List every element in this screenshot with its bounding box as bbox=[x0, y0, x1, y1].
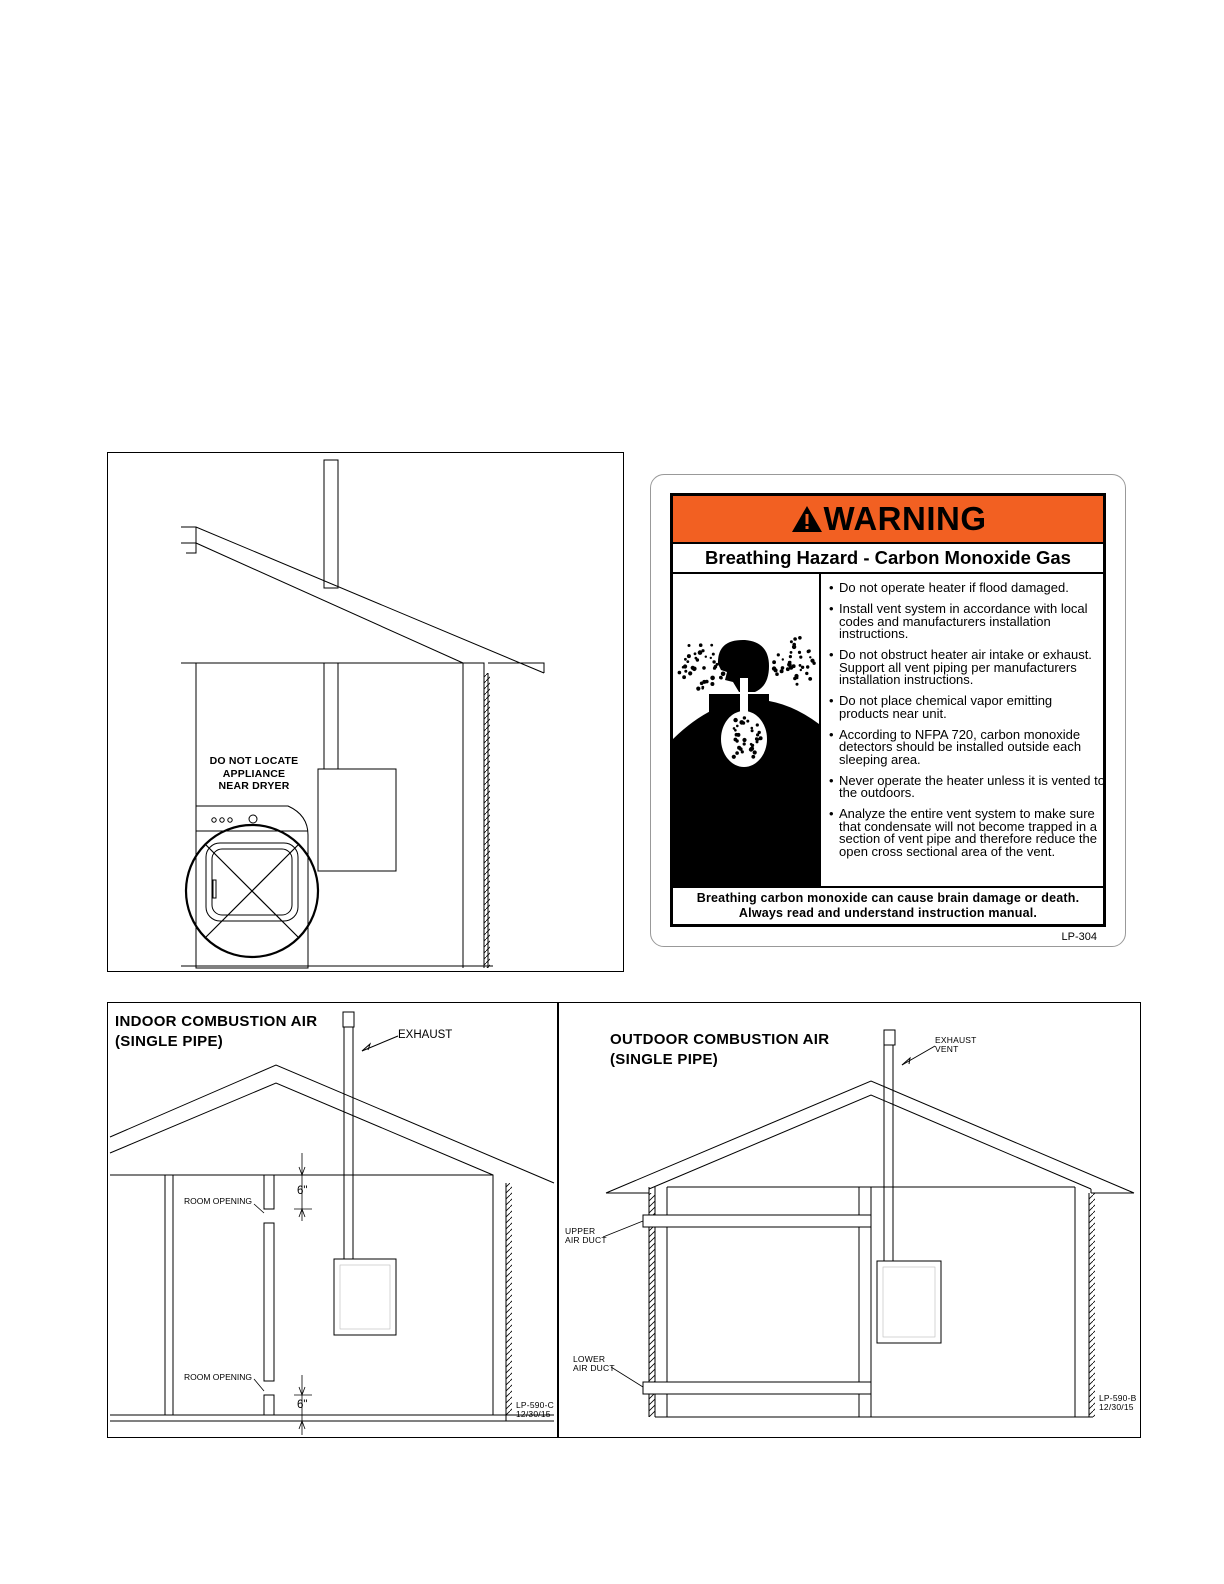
indoor-title-line1: INDOOR COMBUSTION AIR bbox=[115, 1013, 318, 1030]
co-particle bbox=[777, 653, 780, 656]
drawing-code-line2: 12/30/15 bbox=[1099, 1402, 1134, 1412]
co-particle bbox=[721, 672, 726, 677]
warning-bullet-list bbox=[829, 582, 1105, 867]
co-particle bbox=[733, 718, 737, 722]
co-particle bbox=[696, 687, 700, 691]
exterior-wall-hatch bbox=[484, 673, 490, 968]
co-particle bbox=[688, 671, 692, 675]
warning-line-2: APPLIANCE bbox=[222, 767, 286, 780]
hazard-title: Breathing Hazard - Carbon Monoxide Gas bbox=[673, 544, 1103, 574]
outdoor-combustion-air-diagram bbox=[558, 1002, 1141, 1438]
co-particle bbox=[733, 727, 736, 730]
lower-duct-line1: LOWER bbox=[573, 1354, 606, 1364]
warning-header bbox=[673, 496, 1103, 544]
co-particle bbox=[782, 658, 784, 660]
co-particle bbox=[688, 644, 691, 647]
co-particle bbox=[789, 655, 792, 658]
dryer-diagram-drawing bbox=[108, 453, 625, 973]
room-opening-upper-label: ROOM OPENING bbox=[184, 1196, 253, 1206]
co-particle bbox=[694, 652, 697, 655]
co-particle bbox=[722, 659, 726, 663]
co-particle bbox=[746, 720, 749, 723]
warning-bullet: • Do not obstruct heater air intake or exhaust. Support all vent piping per manufacturers installation instructions. bbox=[829, 649, 1105, 687]
co-particle bbox=[799, 664, 802, 667]
co-particle bbox=[684, 670, 687, 673]
co-particle bbox=[751, 729, 754, 732]
warning-label-frame bbox=[670, 493, 1106, 927]
warning-bullet: • Install vent system in accordance with local codes and manufacturers installation instructions. bbox=[829, 603, 1105, 641]
warning-line-1: DO NOT LOCATE bbox=[209, 755, 299, 767]
co-particle bbox=[786, 667, 790, 671]
co-particle bbox=[678, 671, 682, 675]
co-particle bbox=[808, 677, 812, 681]
dimension-upper: 6" bbox=[297, 1185, 308, 1197]
co-particle bbox=[695, 657, 698, 660]
warning-footer-line2: Always read and understand instruction manual. bbox=[738, 906, 1038, 920]
co-particle bbox=[749, 747, 753, 751]
co-particle bbox=[683, 664, 687, 668]
co-particle bbox=[691, 666, 695, 670]
co-particle bbox=[759, 736, 763, 740]
co-particle bbox=[801, 666, 804, 669]
roof-line bbox=[181, 527, 544, 673]
co-particle bbox=[699, 643, 703, 647]
warning-bullet: • Do not operate heater if flood damaged. bbox=[829, 582, 1105, 595]
co-particle bbox=[735, 733, 739, 737]
co-particle bbox=[714, 665, 718, 669]
indoor-combustion-air-diagram bbox=[107, 1002, 558, 1438]
co-particle bbox=[705, 656, 707, 658]
partition-wall bbox=[264, 1175, 274, 1415]
exhaust-vent-line1: EXHAUST bbox=[935, 1035, 977, 1045]
co-particle bbox=[756, 733, 759, 736]
roof-line bbox=[110, 1065, 554, 1183]
co-particle bbox=[792, 665, 795, 668]
co-particle bbox=[742, 738, 746, 742]
co-particle bbox=[781, 666, 785, 670]
co-particle bbox=[751, 727, 754, 730]
label-code: LP-304 bbox=[1061, 931, 1097, 943]
warning-header-text: WARNING bbox=[823, 500, 987, 537]
co-particle bbox=[736, 725, 739, 728]
co-particle bbox=[687, 654, 691, 658]
co-particle bbox=[720, 677, 723, 680]
exterior-wall-hatch bbox=[506, 1183, 512, 1415]
drawing-code-line1: LP-590-B bbox=[1099, 1393, 1137, 1403]
co-particle bbox=[743, 716, 746, 719]
co-particle bbox=[743, 742, 746, 745]
outdoor-title-line1: OUTDOOR COMBUSTION AIR bbox=[610, 1031, 830, 1048]
co-particle bbox=[735, 739, 738, 742]
co-particle bbox=[751, 755, 755, 759]
warning-bullet: • Analyze the entire vent system to make sure that condensate will not become trapped in a section of vent pipe and therefore reduce the open cross sectional area of the vent. bbox=[829, 808, 1105, 858]
co-particle bbox=[790, 640, 793, 643]
dryer-clearance-diagram bbox=[107, 452, 624, 972]
lower-air-duct-label bbox=[573, 1355, 615, 1373]
exhaust-vent-pipe bbox=[884, 1030, 935, 1261]
upper-duct-line2: AIR DUCT bbox=[565, 1235, 607, 1245]
co-particle bbox=[756, 723, 759, 726]
exterior-wall-hatch-right bbox=[1089, 1193, 1095, 1417]
co-particle bbox=[735, 751, 739, 755]
co-particle bbox=[809, 656, 811, 658]
co-particle bbox=[712, 653, 715, 656]
co-particle bbox=[701, 687, 704, 690]
co-particle bbox=[793, 637, 797, 641]
alert-triangle-icon bbox=[790, 504, 824, 534]
co-particle bbox=[792, 643, 796, 647]
indoor-title bbox=[115, 1012, 317, 1052]
co-particle bbox=[790, 651, 793, 654]
vent-pipe bbox=[324, 460, 338, 769]
house-walls bbox=[110, 1175, 554, 1421]
outdoor-title-line2: (SINGLE PIPE) bbox=[610, 1051, 719, 1068]
co-particle bbox=[800, 669, 802, 671]
co-particle bbox=[710, 644, 713, 647]
co-particle bbox=[702, 666, 706, 670]
exhaust-pipe bbox=[343, 1012, 398, 1259]
co-particle bbox=[702, 680, 706, 684]
warning-footer bbox=[673, 886, 1103, 924]
upper-air-duct-label bbox=[565, 1227, 607, 1245]
breathing-hazard-pictogram bbox=[673, 574, 821, 886]
outdoor-title bbox=[610, 1030, 829, 1070]
co-particle bbox=[793, 677, 797, 681]
dimension-lower: 6" bbox=[297, 1399, 308, 1411]
co-particle bbox=[775, 672, 779, 676]
indoor-title-line2: (SINGLE PIPE) bbox=[115, 1033, 224, 1050]
co-particle bbox=[808, 649, 811, 652]
roof-line bbox=[606, 1081, 1134, 1193]
co-particle bbox=[798, 636, 802, 640]
co-particle bbox=[710, 682, 714, 686]
co-particle bbox=[751, 744, 754, 747]
co-particle bbox=[712, 660, 715, 663]
drawing-code-line2: 12/30/15 bbox=[516, 1409, 551, 1419]
water-heater-unit bbox=[318, 769, 396, 871]
co-particle bbox=[780, 669, 784, 673]
co-particle bbox=[799, 656, 802, 659]
co-particle bbox=[753, 750, 757, 754]
drawing-code bbox=[516, 1401, 554, 1419]
lower-duct-line2: AIR DUCT bbox=[573, 1363, 615, 1373]
warning-footer-line1: Breathing carbon monoxide can cause brain damage or death. bbox=[696, 891, 1080, 905]
lower-air-duct bbox=[643, 1382, 871, 1394]
drawing-code bbox=[1099, 1394, 1137, 1412]
co-particle bbox=[710, 657, 712, 659]
indoor-diagram-drawing bbox=[108, 1003, 559, 1439]
warning-bullet: • According to NFPA 720, carbon monoxide detectors should be installed outside each sleeping area. bbox=[829, 729, 1105, 767]
co-particle bbox=[698, 650, 703, 655]
co-particle bbox=[798, 651, 801, 654]
upper-duct-line1: UPPER bbox=[565, 1226, 596, 1236]
co-particle bbox=[796, 677, 798, 679]
exhaust-vent-line2: VENT bbox=[935, 1044, 959, 1054]
co-particle bbox=[682, 675, 686, 679]
co-particle bbox=[811, 659, 814, 662]
exhaust-vent-label bbox=[935, 1036, 977, 1054]
co-particle bbox=[805, 672, 808, 675]
co-particle bbox=[684, 658, 687, 661]
warning-line-3: NEAR DRYER bbox=[218, 780, 290, 792]
warning-bullet: • Do not place chemical vapor emitting products near unit. bbox=[829, 695, 1105, 720]
co-particle bbox=[732, 755, 736, 759]
do-not-locate-label bbox=[198, 755, 310, 793]
co-particle bbox=[710, 676, 715, 681]
air-ducts bbox=[643, 1215, 871, 1394]
person-inhaling-co-icon bbox=[673, 574, 819, 886]
water-heater-unit bbox=[877, 1261, 941, 1343]
water-heater-unit bbox=[334, 1259, 396, 1335]
co-particle bbox=[772, 660, 776, 664]
co-particle bbox=[806, 665, 809, 668]
co-particle bbox=[756, 740, 759, 743]
co-particle bbox=[796, 683, 799, 686]
room-opening-lower-label: ROOM OPENING bbox=[184, 1372, 253, 1382]
co-particle bbox=[739, 747, 743, 751]
co-warning-label bbox=[650, 474, 1126, 947]
warning-bullet: • Never operate the heater unless it is vented to the outdoors. bbox=[829, 775, 1105, 800]
co-particle bbox=[686, 660, 689, 663]
co-particle bbox=[787, 662, 792, 667]
drawing-code-line1: LP-590-C bbox=[516, 1400, 554, 1410]
exhaust-label: EXHAUST bbox=[398, 1029, 453, 1041]
co-particle bbox=[774, 668, 778, 672]
upper-air-duct bbox=[643, 1215, 871, 1227]
co-particle bbox=[742, 721, 746, 725]
